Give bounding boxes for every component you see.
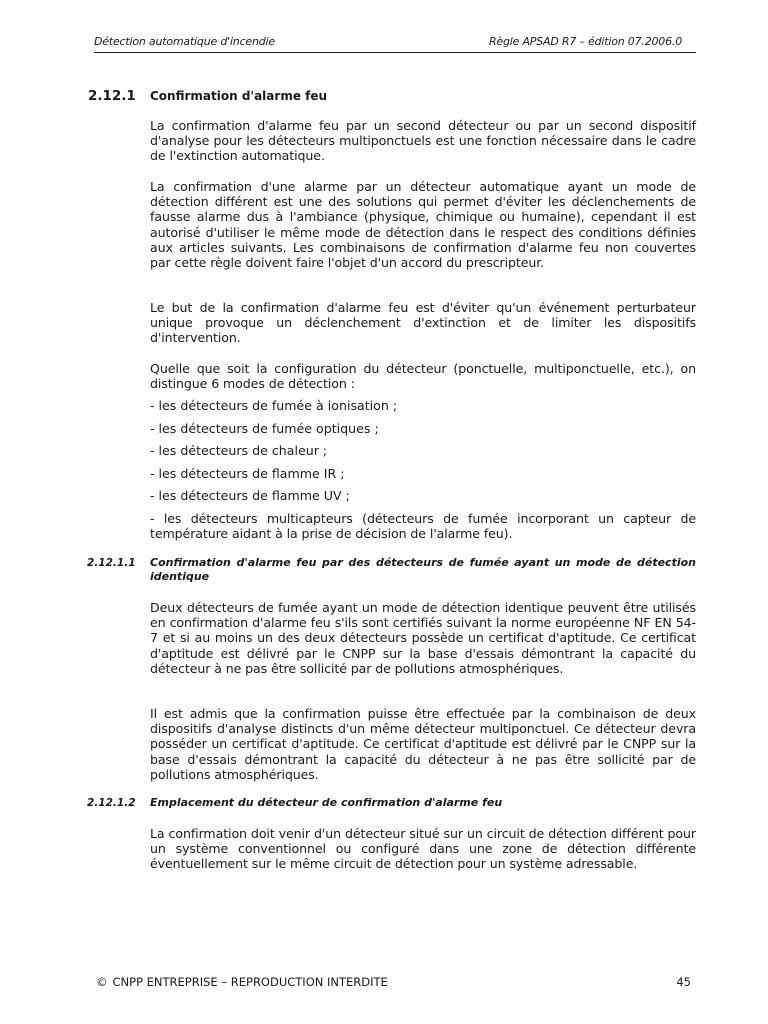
list-item: - les détecteurs de chaleur ; [150, 443, 328, 458]
subsection-paragraph-1: Deux détecteurs de fumée ayant un mode de détection identique peuvent être utilisés en confirmation d'alarme feu s'ils sont certifiés suivant la norme européenne NF EN 54-7 et si au moins un des deux détecteurs possède un certificat d'aptitude. Ce certificat d'aptitude est délivré par le CNPP sur la base d'essais démontrant la capacité du détecteur à ne pas être sollicité par de pollutions atmosphériques. [150, 600, 696, 676]
list-item: - les détecteurs de fumée à ionisation ; [150, 398, 398, 413]
page-footer [96, 975, 388, 989]
section-paragraph-4: Quelle que soit la configuration du détecteur (ponctuelle, multiponctuelle, etc.), on distingue 6 modes de détection : [150, 361, 696, 392]
page-number: 45 [676, 975, 691, 989]
section-paragraph-2: La confirmation d'une alarme par un détecteur automatique ayant un mode de détection différent est une des solutions qui permet d'éviter les déclenchements de fausse alarme dus à l'ambiance (physique, chimique ou humaine), cependant il est autorisé d'utiliser le même mode de détection dans le respect des conditions définies aux articles suivants. Les combinaisons de confirmation d'alarme feu non couvertes par cette règle doivent faire l'objet d'un accord du prescripteur. [150, 179, 696, 271]
subsection-number: 2.12.1.2 [87, 797, 136, 809]
section-paragraph-3: Le but de la confirmation d'alarme feu est d'éviter qu'un événement perturbateur unique provoque un déclenchement d'extinction et de limiter les dispositifs d'intervention. [150, 300, 696, 346]
section-title: Confirmation d'alarme feu [150, 89, 328, 103]
subsection-title: Emplacement du détecteur de confirmation d'alarme feu [150, 796, 503, 809]
list-item: - les détecteurs multicapteurs (détecteurs de fumée incorporant un capteur de température aidant à la prise de décision de l'alarme feu). [150, 511, 696, 542]
header-document-title: Détection automatique d'incendie [94, 35, 275, 48]
section-number: 2.12.1 [88, 88, 136, 104]
header-rule-edition: Règle APSAD R7 – édition 07.2006.0 [488, 35, 682, 48]
section-paragraph-1: La confirmation d'alarme feu par un second détecteur ou par un second dispositif d'analyse pour les détecteurs multiponctuels est une fonction nécessaire dans le cadre de l'extinction automatique. [150, 118, 696, 164]
footer-copyright-text: CNPP ENTREPRISE – REPRODUCTION INTERDITE [112, 975, 388, 989]
subsection-paragraph-2: Il est admis que la confirmation puisse être effectuée par la combinaison de deux dispositifs d'analyse distincts d'un même détecteur multiponctuel. Ce détecteur devra posséder un certificat d'aptitude. Ce certificat d'aptitude est délivré par le CNPP sur la base d'essais démontrant la capacité du détecteur à ne pas être sollicité par de pollutions atmosphériques. [150, 706, 696, 782]
list-item: - les détecteurs de flamme IR ; [150, 466, 345, 481]
subsection-number: 2.12.1.1 [87, 557, 136, 569]
subsection-paragraph-3: La confirmation doit venir d'un détecteur situé sur un circuit de détection différent pour un système conventionnel ou configuré dans une zone de détection différente éventuellement sur le même circuit de détection pour un système adressable. [150, 826, 696, 872]
list-item: - les détecteurs de flamme UV ; [150, 488, 350, 503]
page-header [94, 34, 696, 53]
list-item: - les détecteurs de fumée optiques ; [150, 421, 379, 436]
copyright-icon: © [96, 975, 108, 989]
subsection-title: Confirmation d'alarme feu par des détecteurs de fumée ayant un mode de détection identique [150, 556, 696, 583]
